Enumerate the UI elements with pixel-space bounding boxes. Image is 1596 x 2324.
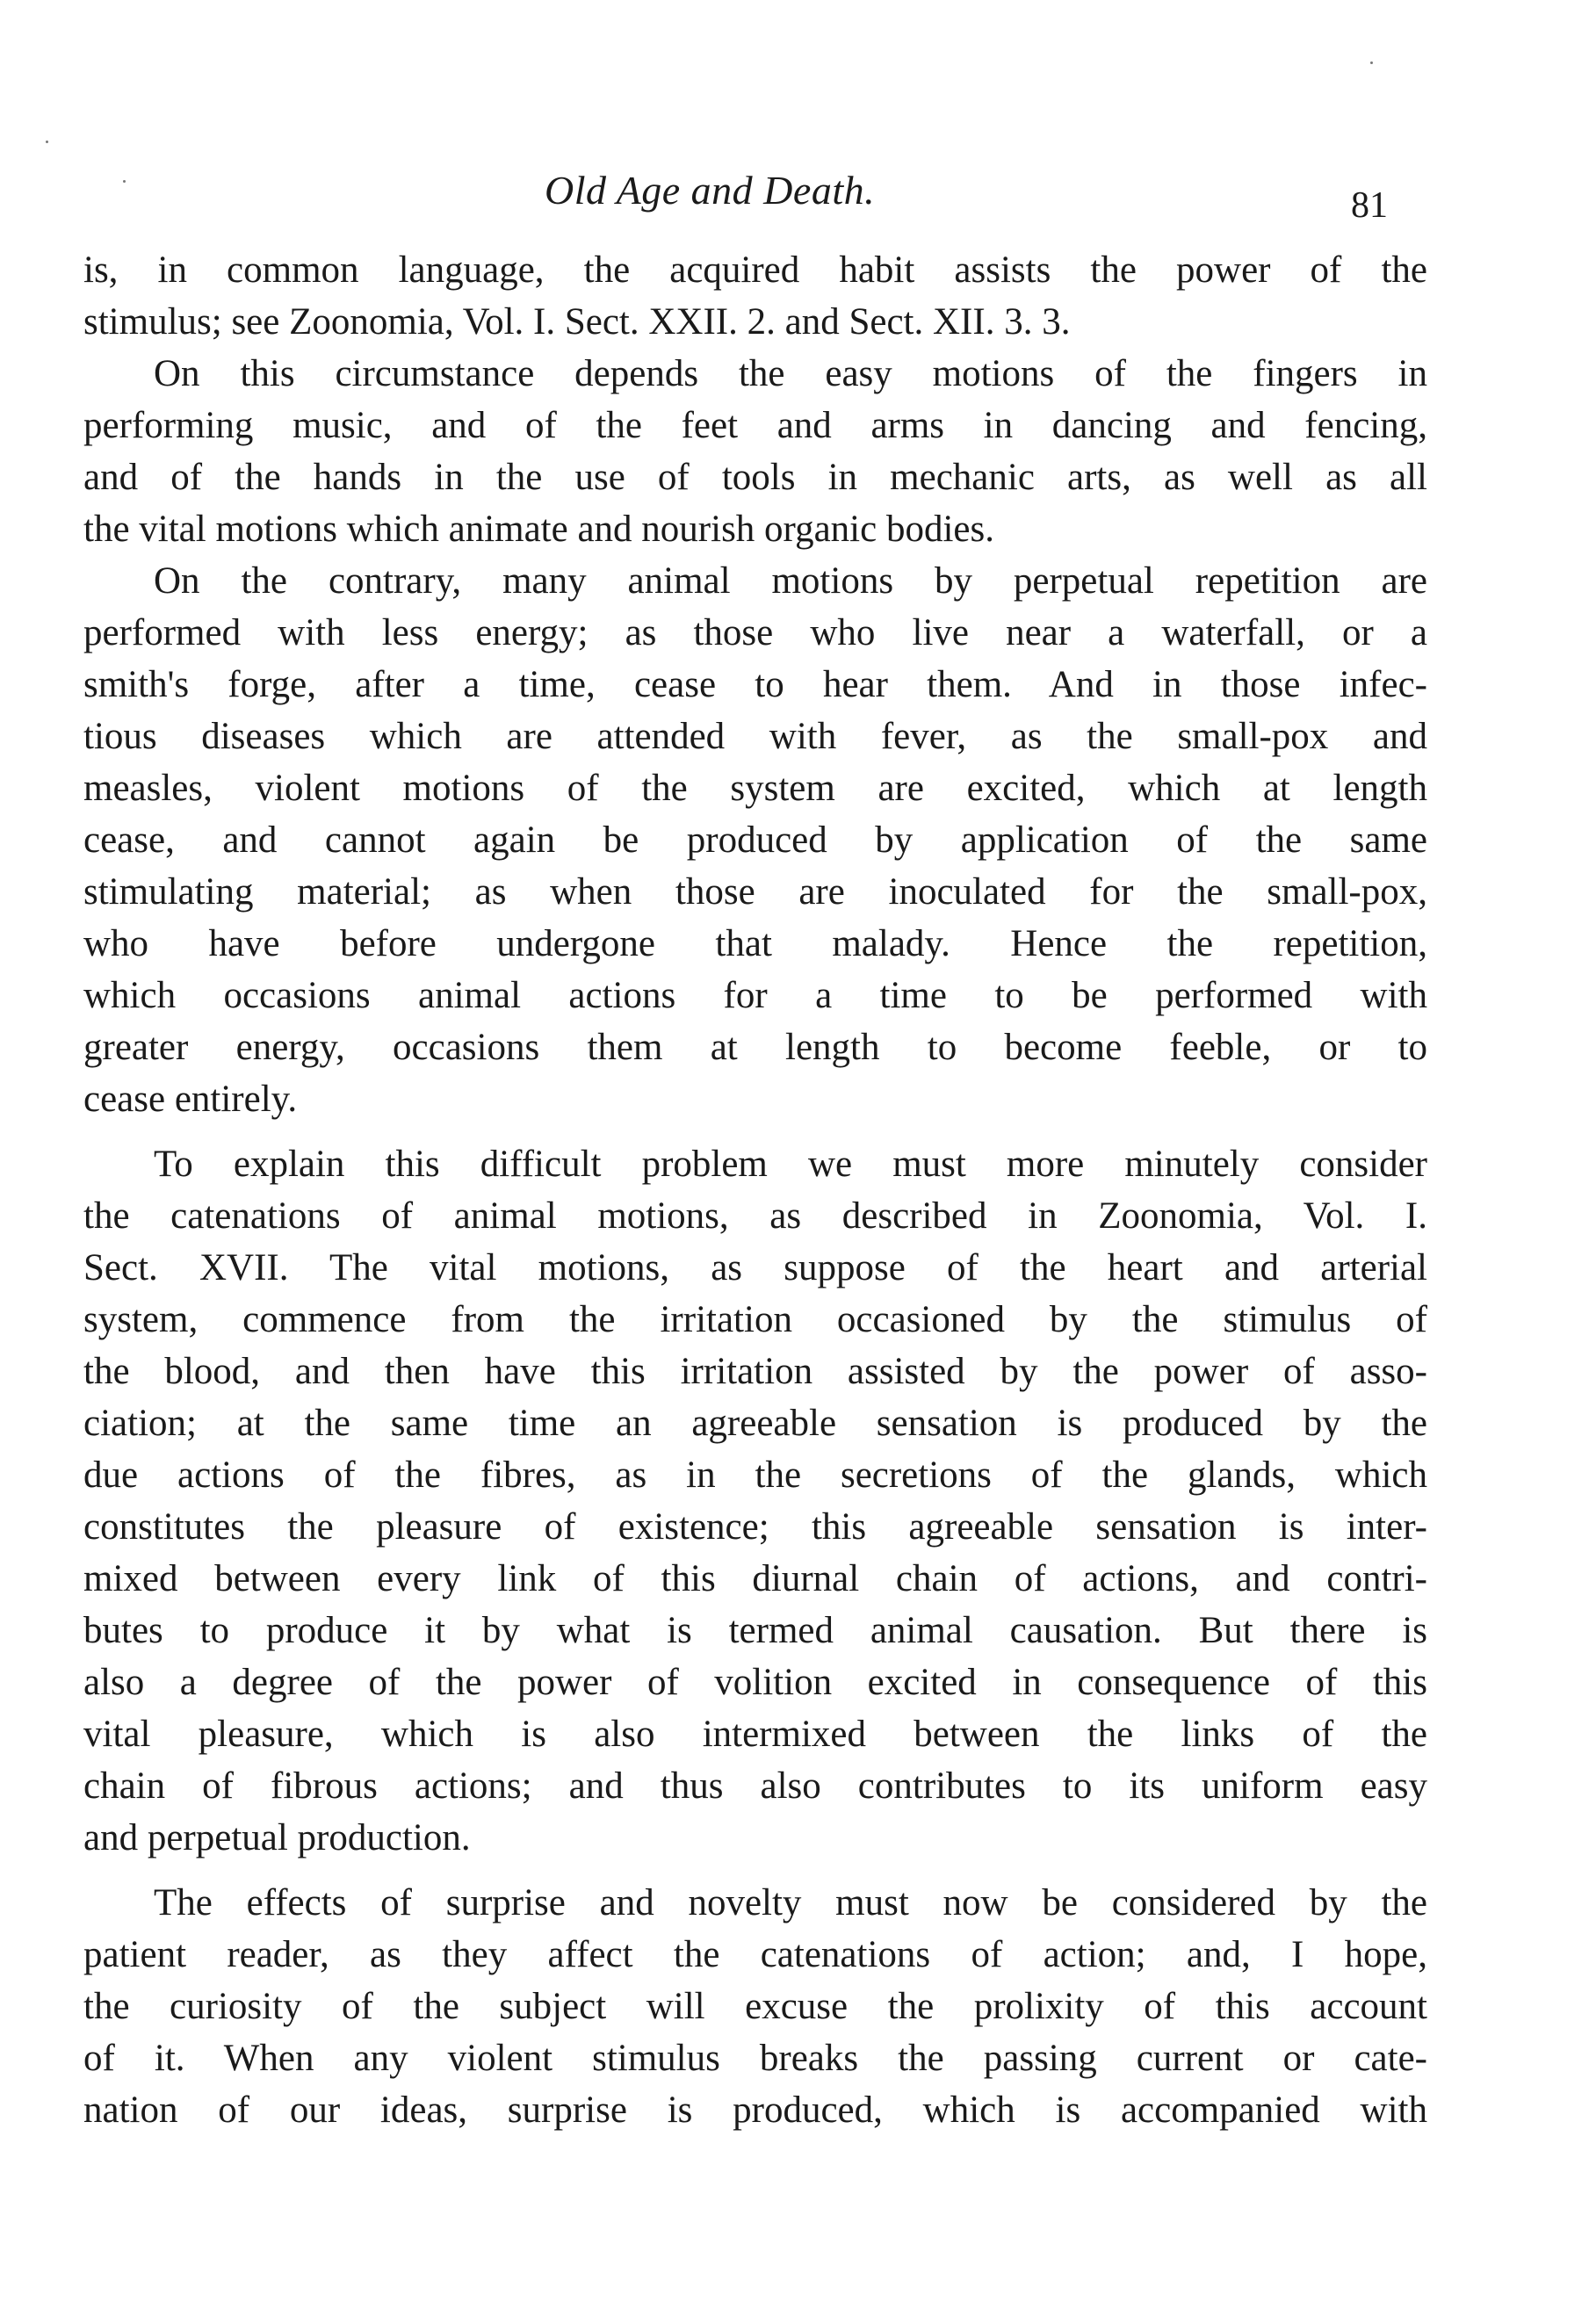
text-line: smith's forge, after a time, cease to hear them. And in those infec-	[83, 664, 1427, 705]
text-line: measles, violent motions of the system are excited, which at length	[83, 768, 1427, 809]
text-line: patient reader, as they affect the catenations of action; and, I hope,	[83, 1934, 1427, 1975]
paragraph-gap	[83, 1125, 1427, 1138]
text-line: cease entirely.	[83, 1079, 298, 1120]
text-line: stimulating material; as when those are inoculated for the small-pox,	[83, 871, 1427, 913]
paper-speck	[1370, 61, 1373, 64]
text-line: mixed between every link of this diurnal chain of actions, and contri-	[83, 1558, 1427, 1599]
paragraph	[83, 1138, 1427, 1864]
text-line: of it. When any violent stimulus breaks the passing current or cate-	[83, 2038, 1427, 2079]
text-line: who have before undergone that malady. Hence the repetition,	[83, 923, 1427, 964]
text-line: chain of fibrous actions; and thus also contributes to its uniform easy	[83, 1765, 1427, 1807]
text-line: performed with less energy; as those who live near a waterfall, or a	[83, 612, 1427, 653]
page-number: 81	[1351, 185, 1388, 226]
text-line: greater energy, occasions them at length to become feeble, or to	[83, 1027, 1427, 1068]
text-line: Sect. XVII. The vital motions, as suppose of the heart and arterial	[83, 1247, 1427, 1288]
paper-speck	[46, 141, 48, 143]
text-line: butes to produce it by what is termed animal causation. But there is	[83, 1610, 1427, 1651]
text-line: nation of our ideas, surprise is produced, which is accompanied with	[83, 2089, 1427, 2131]
paragraph	[83, 1877, 1427, 2136]
text-line: cease, and cannot again be produced by application of the same	[83, 819, 1427, 861]
paragraph	[83, 555, 1427, 1125]
text-line: and perpetual production.	[83, 1817, 471, 1858]
text-line: the blood, and then have this irritation assisted by the power of asso-	[83, 1351, 1427, 1392]
text-line: also a degree of the power of volition excited in consequence of this	[83, 1662, 1427, 1703]
paragraph-gap	[83, 1864, 1427, 1877]
body-text	[83, 244, 1427, 2136]
text-line: the vital motions which animate and nourish organic bodies.	[83, 509, 994, 550]
running-title: Old Age and Death.	[545, 168, 876, 213]
text-line: stimulus; see Zoonomia, Vol. I. Sect. XXII. 2. and Sect. XII. 3. 3.	[83, 301, 1071, 343]
text-line: tious diseases which are attended with fever, as the small-pox and	[83, 716, 1427, 757]
paragraph	[83, 348, 1427, 555]
text-line: system, commence from the irritation occasioned by the stimulus of	[83, 1299, 1427, 1340]
text-line: performing music, and of the feet and arms in dancing and fencing,	[83, 405, 1427, 446]
text-line: To explain this difficult problem we must more minutely consider	[154, 1144, 1427, 1185]
text-line: On the contrary, many animal motions by perpetual repetition are	[154, 560, 1427, 602]
text-line: which occasions animal actions for a time to be performed with	[83, 975, 1427, 1016]
text-line: is, in common language, the acquired habit assists the power of the	[83, 249, 1427, 291]
text-line: ciation; at the same time an agreeable sensation is produced by the	[83, 1403, 1427, 1444]
paragraph	[83, 244, 1427, 348]
text-line: vital pleasure, which is also intermixed between the links of the	[83, 1714, 1427, 1755]
text-line: and of the hands in the use of tools in mechanic arts, as well as all	[83, 457, 1427, 498]
text-line: constitutes the pleasure of existence; this agreeable sensation is inter-	[83, 1506, 1427, 1548]
text-line: The effects of surprise and novelty must now be considered by the	[154, 1882, 1427, 1923]
text-line: due actions of the fibres, as in the secretions of the glands, which	[83, 1454, 1427, 1496]
running-head	[0, 167, 1596, 237]
text-line: the catenations of animal motions, as described in Zoonomia, Vol. I.	[83, 1195, 1427, 1237]
text-line: On this circumstance depends the easy motions of the fingers in	[154, 353, 1427, 394]
text-line: the curiosity of the subject will excuse the prolixity of this account	[83, 1986, 1427, 2027]
